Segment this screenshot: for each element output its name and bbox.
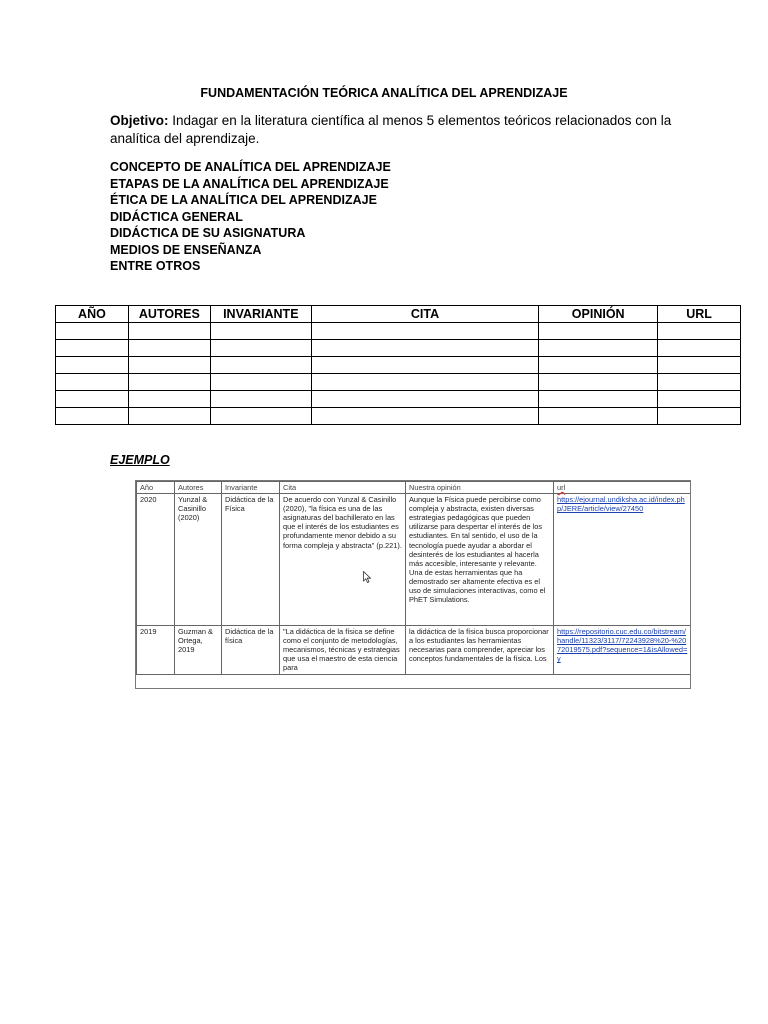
example-table-image bbox=[135, 480, 691, 689]
topic-item: DIDÁCTICA GENERAL bbox=[110, 209, 243, 224]
example-url-link[interactable]: https://repositorio.cuc.edu.co/bitstream/handle/11323/3117/72243928%20-%2072019575.pdf?sequence=1&isAllowed=y bbox=[554, 626, 692, 674]
example-table bbox=[136, 481, 691, 675]
table-cell[interactable] bbox=[311, 374, 539, 391]
table-cell[interactable] bbox=[128, 340, 210, 357]
example-invariant: Didáctica de la Física bbox=[222, 494, 280, 626]
example-header-row bbox=[137, 482, 692, 494]
example-heading: EJEMPLO bbox=[110, 453, 170, 467]
header-authors: AUTORES bbox=[128, 306, 210, 323]
example-authors: Guzman & Ortega, 2019 bbox=[175, 626, 222, 674]
header-quote: CITA bbox=[311, 306, 539, 323]
table-cell[interactable] bbox=[658, 340, 741, 357]
example-row bbox=[137, 626, 692, 674]
objective-text: Indagar en la literatura científica al menos 5 elementos teóricos relacionados con la analítica del aprendizaje. bbox=[110, 113, 672, 146]
topic-item: ETAPAS DE LA ANALÍTICA DEL APRENDIZAJE bbox=[110, 176, 389, 191]
example-header-quote: Cita bbox=[280, 482, 406, 494]
table-cell[interactable] bbox=[658, 374, 741, 391]
research-table bbox=[55, 305, 741, 425]
table-cell[interactable] bbox=[210, 357, 311, 374]
table-row bbox=[56, 374, 741, 391]
example-row bbox=[137, 494, 692, 626]
table-row bbox=[56, 340, 741, 357]
table-row bbox=[56, 323, 741, 340]
table-cell[interactable] bbox=[210, 391, 311, 408]
example-opinion: Aunque la Física puede percibirse como compleja y abstracta, existen diversas estrategias pedagógicas que pueden utilizarse para despertar el interés de los estudiantes. En tal sentido, el uso de la tecnología puede ayudar a abordar el desinterés de los estudiantes al hacerla más accesible, interesante y relevante. Una de estas herramientas que ha demostrado ser altamente efectiva es el uso de simulaciones interactivas, como el PhET Simulations. bbox=[406, 494, 554, 626]
table-cell[interactable] bbox=[56, 374, 129, 391]
table-cell[interactable] bbox=[56, 357, 129, 374]
mouse-pointer-icon bbox=[363, 571, 371, 583]
example-quote: De acuerdo con Yunzal & Casinillo (2020), "la física es una de las asignaturas del bachillerato en las que el interés de los estudiantes es profundamente menor debido a su forma compleja y abstracta" (p.221). bbox=[280, 494, 406, 626]
table-cell[interactable] bbox=[210, 340, 311, 357]
example-opinion: la didáctica de la física busca proporcionar a los estudiantes las herramientas necesarias para comprender, apreciar los conceptos fundamentales de la física. Los bbox=[406, 626, 554, 674]
table-cell[interactable] bbox=[128, 357, 210, 374]
table-cell[interactable] bbox=[658, 408, 741, 425]
table-cell[interactable] bbox=[539, 323, 658, 340]
example-header-opinion: Nuestra opinión bbox=[406, 482, 554, 494]
example-authors: Yunzal & Casinillo (2020) bbox=[175, 494, 222, 626]
table-cell[interactable] bbox=[56, 323, 129, 340]
table-cell[interactable] bbox=[658, 357, 741, 374]
topic-item: MEDIOS DE ENSEÑANZA bbox=[110, 242, 262, 257]
example-header-invariant: Invariante bbox=[222, 482, 280, 494]
objective-paragraph bbox=[110, 112, 710, 148]
example-quote: "La didáctica de la física se define como el conjunto de metodologías, mecanismos, técnicas y estrategias que usa el maestro de esta ciencia para bbox=[280, 626, 406, 674]
topic-item: CONCEPTO DE ANALÍTICA DEL APRENDIZAJE bbox=[110, 160, 391, 174]
table-cell[interactable] bbox=[539, 340, 658, 357]
example-header-year: Año bbox=[137, 482, 175, 494]
table-cell[interactable] bbox=[311, 323, 539, 340]
table-cell[interactable] bbox=[128, 391, 210, 408]
table-cell[interactable] bbox=[539, 408, 658, 425]
example-year: 2019 bbox=[137, 626, 175, 674]
table-cell[interactable] bbox=[210, 374, 311, 391]
table-cell[interactable] bbox=[128, 374, 210, 391]
header-opinion: OPINIÓN bbox=[539, 306, 658, 323]
table-cell[interactable] bbox=[658, 391, 741, 408]
table-cell[interactable] bbox=[56, 408, 129, 425]
header-year: AÑO bbox=[56, 306, 129, 323]
table-cell[interactable] bbox=[539, 374, 658, 391]
table-row bbox=[56, 408, 741, 425]
table-cell[interactable] bbox=[311, 340, 539, 357]
table-header-row bbox=[56, 306, 741, 323]
table-cell[interactable] bbox=[311, 408, 539, 425]
table-cell[interactable] bbox=[210, 408, 311, 425]
table-row bbox=[56, 391, 741, 408]
table-cell[interactable] bbox=[311, 357, 539, 374]
table-cell[interactable] bbox=[210, 323, 311, 340]
topic-item: ENTRE OTROS bbox=[110, 259, 201, 273]
example-invariant: Didáctica de la física bbox=[222, 626, 280, 674]
topic-item: ÉTICA DE LA ANALÍTICA DEL APRENDIZAJE bbox=[110, 193, 377, 207]
example-url-link[interactable]: https://ejournal.undiksha.ac.id/index.php/JERE/article/view/27450 bbox=[554, 494, 692, 626]
topics-list bbox=[110, 159, 391, 275]
table-cell[interactable] bbox=[56, 340, 129, 357]
table-cell[interactable] bbox=[311, 391, 539, 408]
table-cell[interactable] bbox=[128, 408, 210, 425]
table-cell[interactable] bbox=[128, 323, 210, 340]
header-url: URL bbox=[658, 306, 741, 323]
example-header-url: url bbox=[554, 482, 692, 494]
topic-item: DIDÁCTICA DE SU ASIGNATURA bbox=[110, 226, 306, 240]
example-header-authors: Autores bbox=[175, 482, 222, 494]
table-cell[interactable] bbox=[539, 391, 658, 408]
objective-label: Objetivo: bbox=[110, 113, 169, 128]
document-title: FUNDAMENTACIÓN TEÓRICA ANALÍTICA DEL APRENDIZAJE bbox=[200, 86, 568, 100]
table-cell[interactable] bbox=[56, 391, 129, 408]
example-year: 2020 bbox=[137, 494, 175, 626]
table-row bbox=[56, 357, 741, 374]
table-cell[interactable] bbox=[658, 323, 741, 340]
table-cell[interactable] bbox=[539, 357, 658, 374]
header-invariant: INVARIANTE bbox=[210, 306, 311, 323]
